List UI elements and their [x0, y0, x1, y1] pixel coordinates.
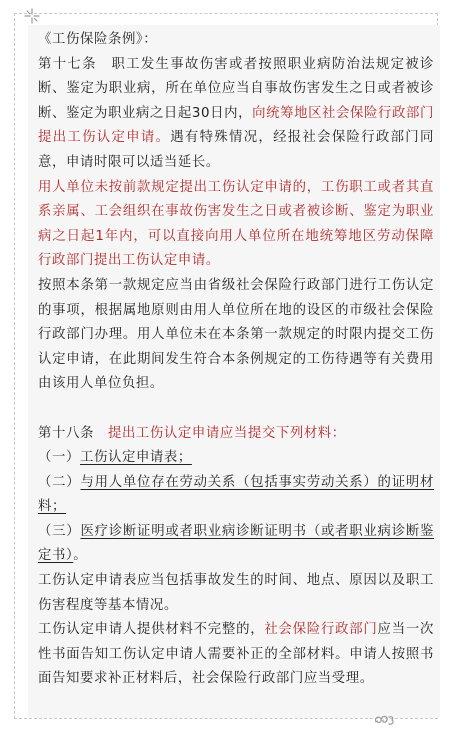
article-17-paragraph-3: 按照本条第一款规定应当由省级社会保险行政部门进行工伤认定的事项，根据属地原则由用人单位所在地的设区的市级社会保险行政部门办理。用人单位未在本条第一款规定的时限内提交工伤认定申请，在此期间发生符合本条例规定的工伤待遇等有关费用由该用人单位负担。 [38, 277, 434, 392]
list-item [38, 471, 434, 520]
article-text [38, 28, 434, 692]
article-18-highlight: 提出工伤认定申请应当提交下列材料： [107, 425, 346, 441]
list-item-end: 。 [73, 548, 88, 564]
list-item-text: 医疗诊断证明或者职业病诊断证明书（或者职业病诊断鉴定书） [38, 523, 434, 564]
list-item-number: （一） [38, 450, 80, 466]
article-18-paragraph-5 [38, 618, 434, 692]
article-17-paragraph-2: 用人单位未按前款规定提出工伤认定申请的，工伤职工或者其直系亲属、工会组织在事故伤害发生之日或者被诊断、鉴定为职业病之日起1年内，可以直接向用人单位所在地统筹地区劳动保障行政部门提出工伤认定申请。 [38, 179, 434, 269]
article-18-text-b: 应当一次性书面告知工伤认定申请人需要补正的全部材料。申请人按照书面告知要求补正材料后，社会保险行政部门应当受理。 [38, 622, 434, 687]
list-item-text: 工伤认定申请表； [79, 450, 192, 466]
list-item-number: （二） [38, 474, 81, 490]
list-item-number: （三） [38, 523, 81, 539]
sparkle-icon [24, 8, 40, 24]
article-18-text-a: 工伤认定申请人提供材料不完整的， [38, 622, 265, 638]
swirl-icon [372, 710, 398, 730]
article-17-paragraph-1 [38, 53, 434, 176]
article-18-number: 第十八条 [38, 425, 108, 441]
document-title: 《工伤保险条例》： [38, 32, 158, 47]
article-18-paragraph-4: 工伤认定申请表应当包括事故发生的时间、地点、原因以及职工伤害程度等基本情况。 [38, 573, 434, 613]
paragraph-gap [38, 397, 434, 422]
list-item [38, 446, 434, 471]
list-item-text: 与用人单位存在劳动关系（包括事实劳动关系）的证明材料； [38, 474, 434, 515]
list-item [38, 520, 434, 569]
article-18-heading [38, 422, 434, 447]
article-17-highlight: 向统筹地区社会保险行政部门提出工伤认定申请。 [38, 105, 434, 146]
article-17-text-b: 遇有特殊情况，经报社会保险行政部门同意，申请时限可以适当延长。 [38, 130, 434, 170]
article-18-highlight-2: 社会保险行政部门 [264, 622, 378, 638]
article-17-text-a: 第十七条 职工发生事故伤害或者按照职业病防治法规定被诊断、鉴定为职业病，所在单位应当自事故伤害发生之日或者被诊断、鉴定为职业病之日起30日内， [38, 56, 434, 121]
